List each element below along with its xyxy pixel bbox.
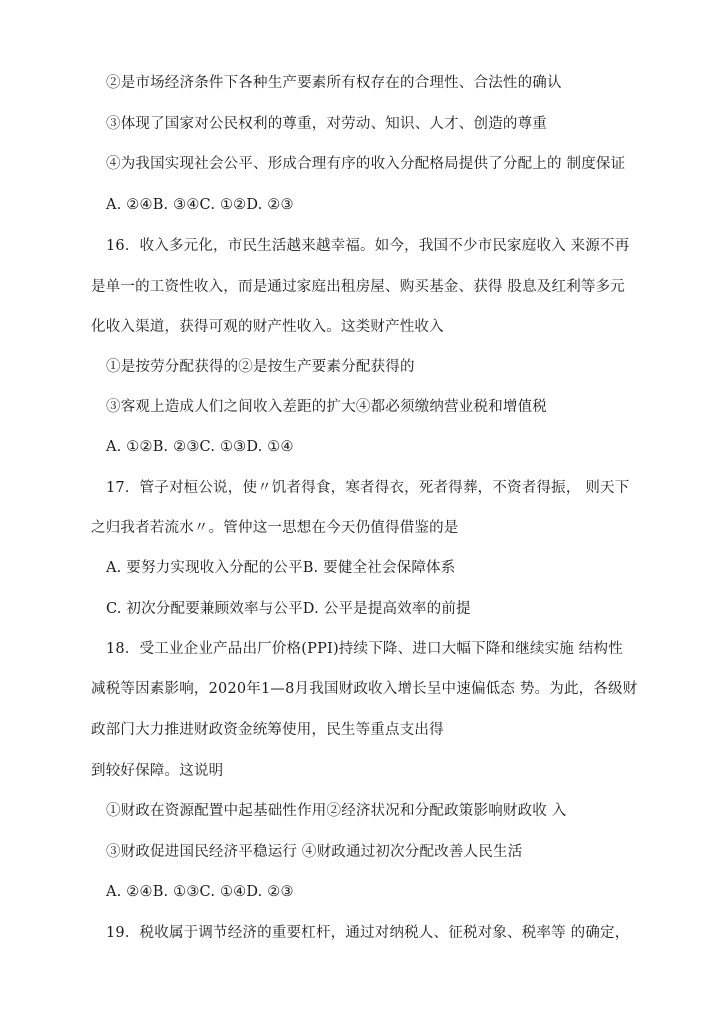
question-text: 减税等因素影响，2020年1—8月我国财政收入增长呈中速偏低态 势。为此，各级财	[91, 681, 638, 697]
option-line: ③客观上造成人们之间收入差距的扩大④都必须缴纳营业税和增值税	[106, 399, 547, 415]
answer-choices: A. ②④B. ①③C. ①④D. ②③	[106, 884, 294, 900]
option-line: ③体现了国家对公民权利的尊重，对劳动、知识、人才、创造的尊重	[106, 116, 547, 132]
question-text: 是单一的工资性收入，而是通过家庭出租房屋、购买基金、获得 股息及红利等多元	[91, 279, 626, 295]
option-line: ①是按劳分配获得的②是按生产要素分配获得的	[106, 359, 415, 375]
option-line: ④为我国实现社会公平、形成合理有序的收入分配格局提供了分配上的 制度保证	[106, 156, 626, 172]
answer-choices: A. ①②B. ②③C. ①③D. ①④	[106, 439, 294, 455]
option-line: ②是市场经济条件下各种生产要素所有权存在的合理性、合法性的确认	[106, 75, 562, 91]
question-text: 之归我者若流水〃。管仲这一思想在今天仍值得借鉴的是	[91, 520, 459, 536]
question-17: 17．管子对桓公说，使〃饥者得食，寒者得衣，死者得葬，不资者得振， 则天下	[106, 480, 630, 496]
question-text: 政部门大力推进财政资金统筹使用，民生等重点支出得	[91, 722, 444, 738]
question-18: 18．受工业企业产品出厂价格(PPI)持续下降、进口大幅下降和继续实施 结构性	[106, 641, 623, 657]
question-19: 19．税收属于调节经济的重要杠杆，通过对纳税人、征税对象、税率等 的确定，	[106, 925, 630, 941]
question-16: 16．收入多元化，市民生活越来越幸福。如今，我国不少市民家庭收入 来源不再	[106, 238, 630, 254]
option-line: ③财政促进国民经济平稳运行 ④财政通过初次分配改善人民生活	[106, 844, 523, 860]
answer-choices: A. ②④B. ③④C. ①②D. ②③	[106, 197, 294, 213]
answer-choices: C. 初次分配要兼顾效率与公平D. 公平是提高效率的前提	[106, 601, 471, 617]
answer-choices: A. 要努力实现收入分配的公平B. 要健全社会保障体系	[106, 560, 456, 576]
question-text: 到较好保障。这说明	[91, 763, 224, 779]
option-line: ①财政在资源配置中起基础性作用②经济状况和分配政策影响财政收 入	[106, 803, 567, 819]
question-text: 化收入渠道，获得可观的财产性收入。这类财产性收入	[91, 319, 444, 335]
